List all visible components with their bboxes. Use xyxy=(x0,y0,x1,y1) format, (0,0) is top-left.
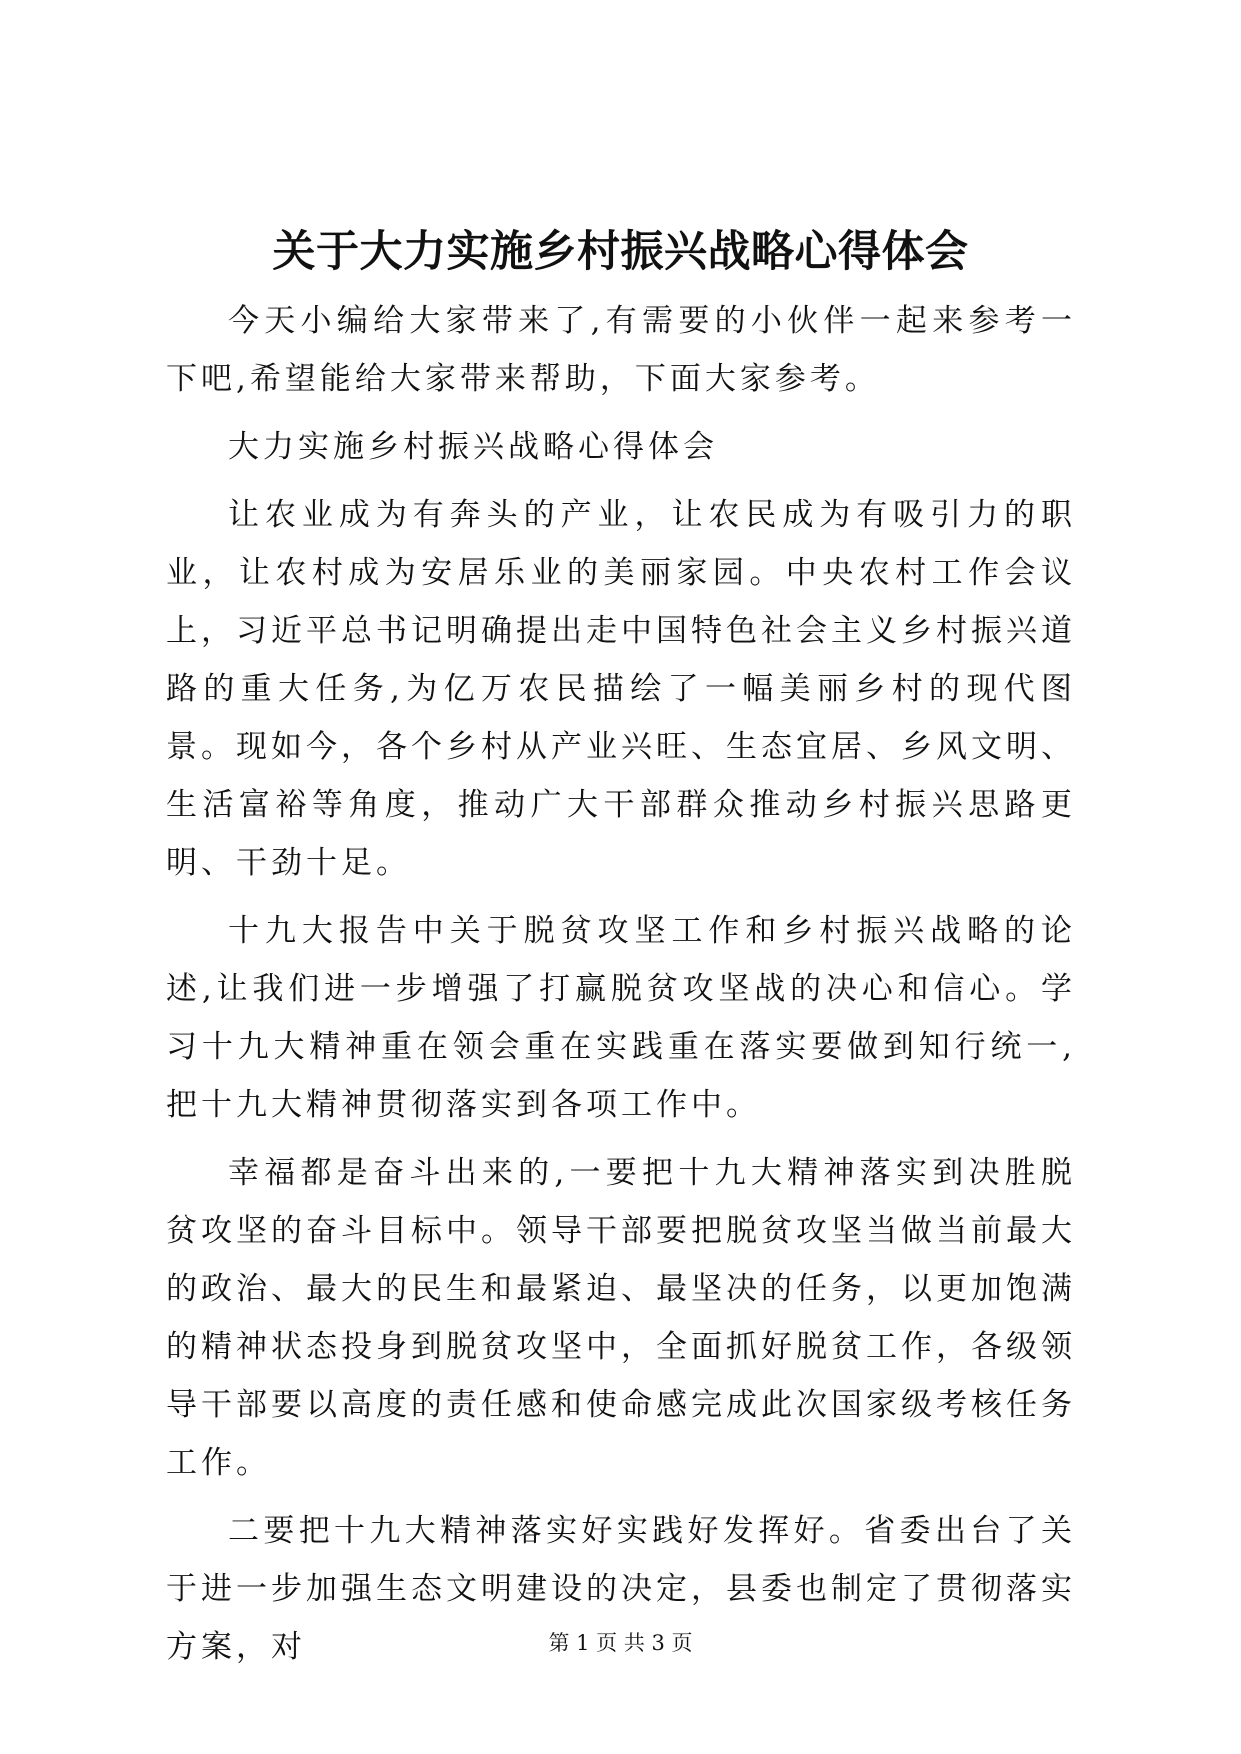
paragraph-subtitle: 大力实施乡村振兴战略心得体会 xyxy=(228,429,718,465)
paragraph-body: 幸福都是奋斗出来的,一要把十九大精神落实到决胜脱贫攻坚的奋斗目标中。领导干部要把脱贫攻坚当做当前最大的政治、最大的民生和最紧迫、最坚决的任务，以更加饱满的精神状态投身到脱贫攻坚中，全面抓好脱贫工作，各级领导干部要以高度的责任感和使命感完成此次国家级考核任务工作。 xyxy=(166,1155,1076,1481)
paragraph-body: 二要把十九大精神落实好实践好发挥好。省委出台了关于进一步加强生态文明建设的决定，县委也制定了贯彻落实方案，对 xyxy=(166,1513,1076,1665)
paragraph-intro: 今天小编给大家带来了,有需要的小伙伴一起来参考一下吧,希望能给大家带来帮助，下面大家参考。 xyxy=(166,303,1076,397)
document-title: 关于大力实施乡村振兴战略心得体会 xyxy=(272,227,969,277)
paragraph-body: 十九大报告中关于脱贫攻坚工作和乡村振兴战略的论述,让我们进一步增强了打赢脱贫攻坚战的决心和信心。学习十九大精神重在领会重在实践重在落实要做到知行统一,把十九大精神贯彻落实到各项工作中。 xyxy=(166,913,1076,1123)
document-body xyxy=(166,292,1076,1686)
page-footer: 第 1 页 共 3 页 xyxy=(548,1631,693,1655)
paragraph-body: 让农业成为有奔头的产业，让农民成为有吸引力的职业，让农村成为安居乐业的美丽家园。中央农村工作会议上，习近平总书记明确提出走中国特色社会主义乡村振兴道路的重大任务,为亿万农民描绘了一幅美丽乡村的现代图景。现如今，各个乡村从产业兴旺、生态宜居、乡风文明、生活富裕等角度，推动广大干部群众推动乡村振兴思路更明、干劲十足。 xyxy=(166,497,1076,881)
